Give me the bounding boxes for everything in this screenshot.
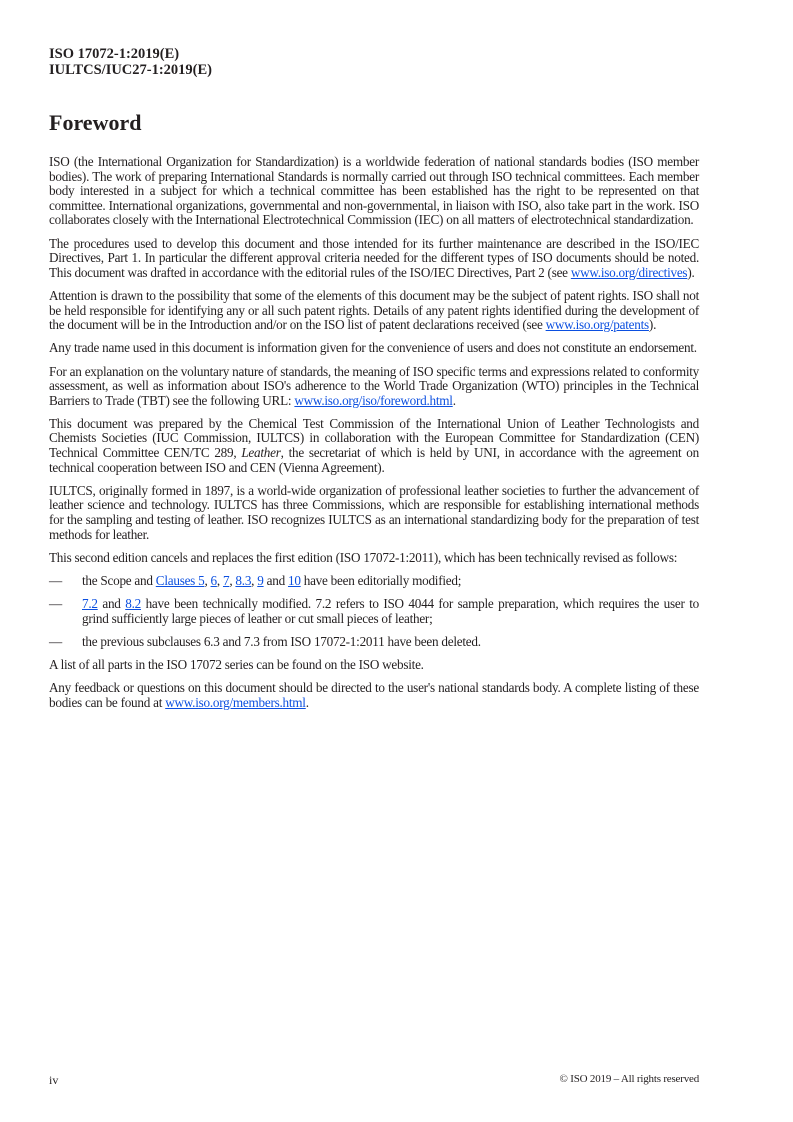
text: , the secretariat of which is held by UNI, in accordance with the agreement on technical cooperation between ISO and CEN (Vienna Agreement). — [49, 445, 699, 475]
text: For an explanation on the voluntary nature of standards, the meaning of ISO specific terms and expressions related to conformity assessment, as well as information about ISO's adherence to the World Trade Organization (WTO) principles in the Technical Barriers to Trade (TBT) see the following URL: — [49, 363, 699, 408]
list-item-text: the previous subclauses 6.3 and 7.3 from ISO 17072-1:2011 have been deleted. — [82, 633, 481, 649]
text: have been editorially modified; — [300, 573, 462, 588]
text: ). — [648, 317, 657, 333]
dash-bullet: — — [49, 596, 63, 612]
text: have been technically modified. 7.2 refers to ISO 4044 for sample preparation, which requires the user to grind sufficiently large pieces of leather or cut small pieces of leather; — [82, 596, 699, 626]
page-title: Foreword — [49, 110, 142, 135]
foreword-link[interactable]: www.iso.org/iso/foreword.html — [294, 392, 453, 408]
text: , — [204, 573, 211, 588]
text: and — [263, 573, 288, 588]
list-item — [49, 597, 699, 626]
paragraph-trade-name: Any trade name used in this document is information given for the convenience of users and does not constitute an endorsement. — [49, 340, 697, 356]
clause-7-2-link[interactable]: 7.2 — [82, 596, 98, 612]
paragraph-procedures — [49, 237, 699, 281]
dash-bullet: — — [49, 573, 63, 588]
text: ). — [687, 264, 695, 280]
clause-8-2-link[interactable]: 8.2 — [125, 596, 141, 612]
text: . — [305, 694, 309, 710]
text: the Scope and — [82, 573, 156, 588]
text: This document was prepared by the Chemical Test Commission of the International Union of Leather Technologists and Chemists Societies (IUC Commission, IULTCS) in collaboration with the European Committee for Standardization (CEN) Technical Committee CEN/TC 289, — [49, 415, 699, 461]
paragraph-voluntary-nature — [49, 365, 699, 409]
dash-bullet: — — [49, 633, 63, 649]
clause-5-link[interactable]: Clauses 5 — [155, 573, 205, 588]
members-link[interactable]: www.iso.org/members.html — [165, 694, 306, 710]
clause-8-3-link[interactable]: 8.3 — [235, 573, 252, 588]
list-item-text — [82, 574, 699, 589]
list-item-text — [82, 597, 699, 626]
text: , — [229, 573, 236, 588]
committee-title: Leather — [241, 445, 281, 461]
copyright-notice: © ISO 2019 – All rights reserved — [559, 1073, 699, 1085]
text: and — [97, 596, 126, 612]
list-item — [49, 574, 699, 589]
text: Any feedback or questions on this document should be directed to the user's national standards body. A complete listing of these bodies can be found at — [49, 680, 699, 710]
text: The procedures used to develop this document and those intended for its further maintenance are described in the ISO/IEC Directives, Part 1. In particular the different approval criteria needed for the different types of ISO documents should be noted. This document was drafted in accordance with the editorial rules of the ISO/IEC Directives, Part 2 (see — [49, 235, 699, 280]
paragraph-iso-intro: ISO (the International Organization for Standardization) is a worldwide federation of national standards bodies (ISO member bodies). The work of preparing International Standards is normally carried out through ISO technical committees. Each member body interested in a subject for which a technical committee has been established has the right to be represented on that committee. International organizations, governmental and non-governmental, in liaison with ISO, also take part in the work. ISO collaborates closely with the International Electrotechnical Commission (IEC) on all matters of electrotechnical standardization. — [49, 154, 699, 228]
paragraph-series-list: A list of all parts in the ISO 17072 series can be found on the ISO website. — [49, 657, 424, 673]
text: , — [216, 573, 223, 588]
paragraph-prepared-by — [49, 417, 699, 475]
directives-link[interactable]: www.iso.org/directives — [570, 264, 688, 280]
document-header — [49, 46, 212, 78]
list-item — [49, 635, 699, 650]
foreword-body — [49, 155, 699, 719]
paragraph-iultcs: IULTCS, originally formed in 1897, is a world-wide organization of professional leather societies to further the advancement of leather science and technology. IULTCS has three Commissions, which are responsible for establishing international methods for the sampling and testing of leather. ISO recognizes IULTCS as an international standardizing body for the preparation of test methods for leather. — [49, 482, 699, 542]
paragraph-patents — [49, 289, 699, 333]
paragraph-feedback — [49, 681, 699, 710]
clause-7-link[interactable]: 7 — [222, 573, 230, 588]
page-number: iv — [49, 1073, 59, 1087]
standard-id: ISO 17072-1:2019(E) — [49, 46, 180, 62]
clause-6-link[interactable]: 6 — [210, 573, 217, 588]
text: . — [452, 392, 456, 408]
clause-10-link[interactable]: 10 — [287, 573, 301, 588]
paragraph-second-edition: This second edition cancels and replaces the first edition (ISO 17072-1:2011), which has been technically revised as follows: — [49, 549, 678, 565]
text: Attention is drawn to the possibility that some of the elements of this document may be the subject of patent rights. ISO shall not be held responsible for identifying any or all such patent rights. Details of any patent rights identified during the development of the document will be in the Introduction and/or on the ISO list of patent declarations received (see — [49, 287, 699, 333]
iultcs-id: IULTCS/IUC27-1:2019(E) — [49, 62, 213, 78]
text: , — [251, 573, 258, 588]
patents-link[interactable]: www.iso.org/patents — [545, 317, 649, 333]
clause-9-link[interactable]: 9 — [257, 573, 264, 588]
